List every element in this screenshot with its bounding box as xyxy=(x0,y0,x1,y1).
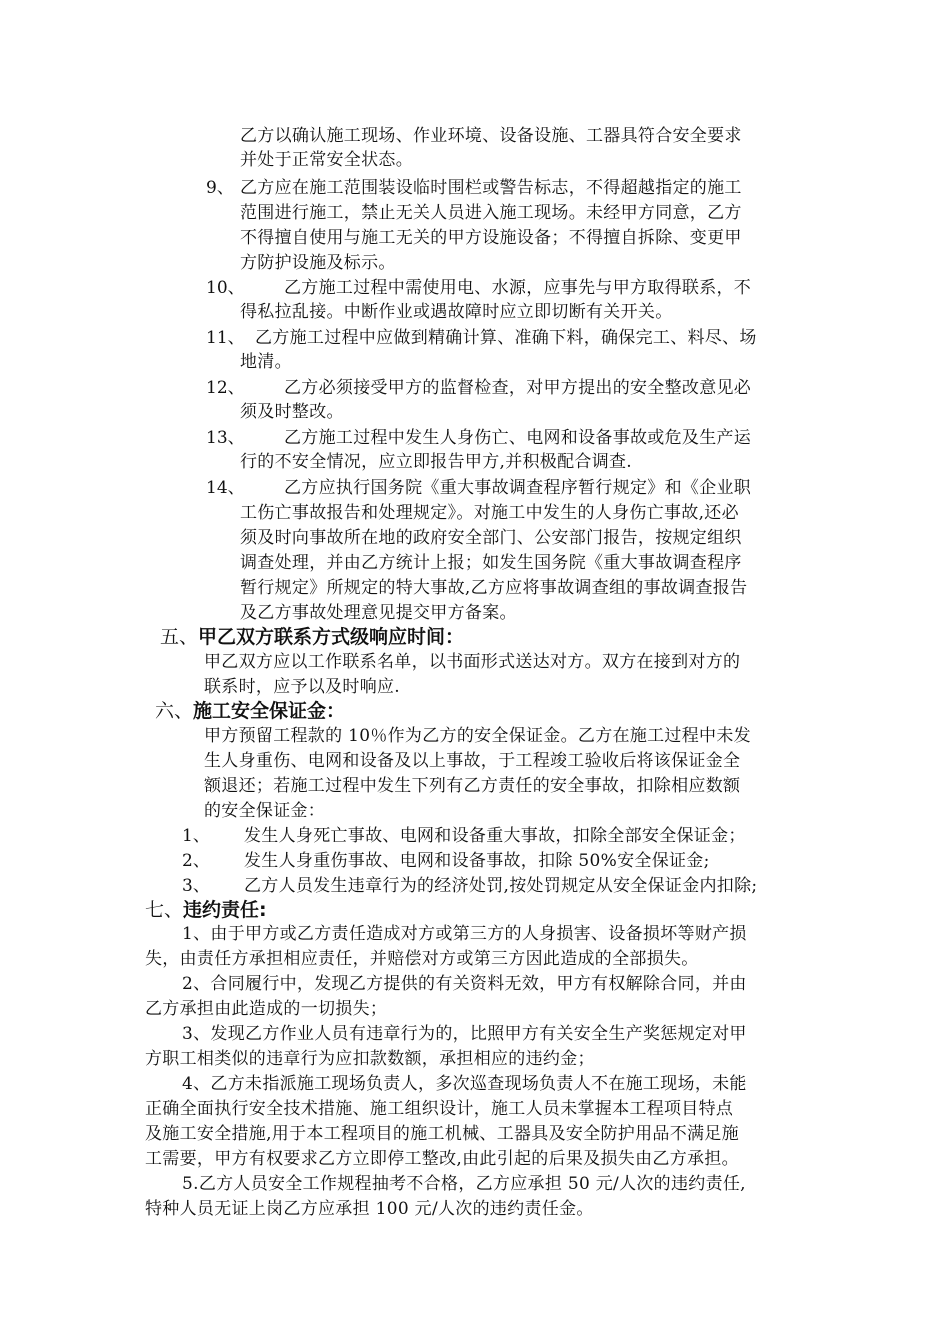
section6-line-2: 生人身重伤、电网和设备及以上事故，于工程竣工验收后将该保证金全 xyxy=(204,751,741,771)
item9-line-2: 范围进行施工，禁止无关人员进入施工现场。未经甲方同意，乙方 xyxy=(240,203,742,223)
section7-prefix: 七、 xyxy=(145,899,184,921)
section5-line-2: 联系时，应予以及时响应. xyxy=(204,677,401,697)
item8-line-2: 并处于正常安全状态。 xyxy=(240,150,413,170)
section7-para4-line-4: 工需要，甲方有权要求乙方立即停工整改,由此引起的后果及损失由乙方承担。 xyxy=(145,1149,739,1169)
item12-line-1: 乙方必须接受甲方的监督检查，对甲方提出的安全整改意见必 xyxy=(284,378,752,398)
item10-line-2: 得私拉乱接。中断作业或遇故障时应立即切断有关开关。 xyxy=(240,302,673,322)
item13-line-1: 乙方施工过程中发生人身伤亡、电网和设备事故或危及生产运 xyxy=(284,428,752,448)
section6-line-1: 甲方预留工程款的 10％作为乙方的安全保证金。乙方在施工过程中未发 xyxy=(204,726,751,746)
section7-heading xyxy=(145,897,267,923)
item11-number: 11、 xyxy=(206,328,245,348)
item8-line-1: 乙方以确认施工现场、作业环境、设备设施、工器具符合安全要求 xyxy=(240,126,742,146)
item13-line-2: 行的不安全情况，应立即报告甲方,并积极配合调查. xyxy=(240,452,633,472)
item10-line-1: 乙方施工过程中需使用电、水源，应事先与甲方取得联系，不 xyxy=(284,278,752,298)
item14-number: 14、 xyxy=(206,478,245,498)
item10-number: 10、 xyxy=(206,278,245,298)
section6-item3-text: 乙方人员发生违章行为的经济处罚,按处罚规定从安全保证金内扣除; xyxy=(244,876,758,896)
item9-line-1: 乙方应在施工范围装设临时围栏或警告标志，不得超越指定的施工 xyxy=(240,178,742,198)
item9-line-4: 方防护设施及标示。 xyxy=(240,253,396,273)
section7-para4-line-3: 及施工安全措施,用于本工程项目的施工机械、工器具及安全防护用品不满足施 xyxy=(145,1124,739,1144)
section5-heading xyxy=(160,624,464,650)
item14-line-6: 及乙方事故处理意见提交甲方备案。 xyxy=(240,603,517,623)
section7-para4-line-1: 4、乙方未指派施工现场负责人，多次巡查现场负责人不在施工现场，未能 xyxy=(182,1074,747,1094)
section7-para5-line-1: 5.乙方人员安全工作规程抽考不合格，乙方应承担 50 元/人次的违约责任, xyxy=(182,1174,746,1194)
item14-line-3: 须及时向事故所在地的政府安全部门、公安部门报告，按规定组织 xyxy=(240,528,742,548)
section6-item2-number: 2、 xyxy=(182,851,210,871)
item13-number: 13、 xyxy=(206,428,245,448)
section6-heading xyxy=(155,698,345,724)
item12-number: 12、 xyxy=(206,378,245,398)
section7-para2-line-2: 乙方承担由此造成的一切损失； xyxy=(145,999,388,1019)
section6-item2-text: 发生人身重伤事故、电网和设备事故，扣除 50%安全保证金; xyxy=(244,851,710,871)
item12-line-2: 须及时整改。 xyxy=(240,402,344,422)
item11-line-1: 乙方施工过程中应做到精确计算、准确下料，确保完工、料尽、场 xyxy=(255,328,757,348)
section6-item3-number: 3、 xyxy=(182,876,210,896)
item9-number: 9、 xyxy=(206,178,234,198)
section5-prefix: 五、 xyxy=(160,626,199,648)
section5-line-1: 甲乙双方应以工作联系名单，以书面形式送达对方。双方在接到对方的 xyxy=(204,652,741,672)
section7-para3-line-1: 3、发现乙方作业人员有违章行为的，比照甲方有关安全生产奖惩规定对甲 xyxy=(182,1024,747,1044)
section7-para1-line-1: 1、由于甲方或乙方责任造成对方或第三方的人身损害、设备损坏等财产损 xyxy=(182,924,747,944)
item9-line-3: 不得擅自使用与施工无关的甲方设施设备；不得擅自拆除、变更甲 xyxy=(240,228,742,248)
item14-line-4: 调查处理，并由乙方统计上报；如发生国务院《重大事故调查程序 xyxy=(240,553,742,573)
section6-line-4: 的安全保证金： xyxy=(204,801,326,821)
item14-line-5: 暂行规定》所规定的特大事故,乙方应将事故调查组的事故调查报告 xyxy=(240,578,748,598)
section6-line-3: 额退还；若施工过程中发生下列有乙方责任的安全事故，扣除相应数额 xyxy=(204,776,741,796)
item11-line-2: 地清。 xyxy=(240,352,292,372)
section5-title: 甲乙双方联系方式级响应时间： xyxy=(198,626,465,648)
section6-title: 施工安全保证金： xyxy=(193,700,346,722)
section7-para3-line-2: 方职工相类似的违章行为应扣款数额，承担相应的违约金； xyxy=(145,1049,595,1069)
item14-line-2: 工伤亡事故报告和处理规定》。对施工中发生的人身伤亡事故,还必 xyxy=(240,503,739,523)
section7-para2-line-1: 2、合同履行中，发现乙方提供的有关资料无效，甲方有权解除合同，并由 xyxy=(182,974,747,994)
section6-item1-number: 1、 xyxy=(182,826,210,846)
section6-prefix: 六、 xyxy=(155,700,194,722)
section7-para1-line-2: 失，由责任方承担相应责任，并赔偿对方或第三方因此造成的全部损失。 xyxy=(145,949,699,969)
section7-para4-line-2: 正确全面执行安全技术措施、施工组织设计，施工人员未掌握本工程项目特点 xyxy=(145,1099,734,1119)
section7-para5-line-2: 特种人员无证上岗乙方应承担 100 元/人次的违约责任金。 xyxy=(145,1199,594,1219)
section7-title: 违约责任: xyxy=(183,899,267,921)
section6-item1-text: 发生人身死亡事故、电网和设备重大事故，扣除全部安全保证金； xyxy=(244,826,746,846)
item14-line-1: 乙方应执行国务院《重大事故调查程序暂行规定》和《企业职 xyxy=(284,478,752,498)
